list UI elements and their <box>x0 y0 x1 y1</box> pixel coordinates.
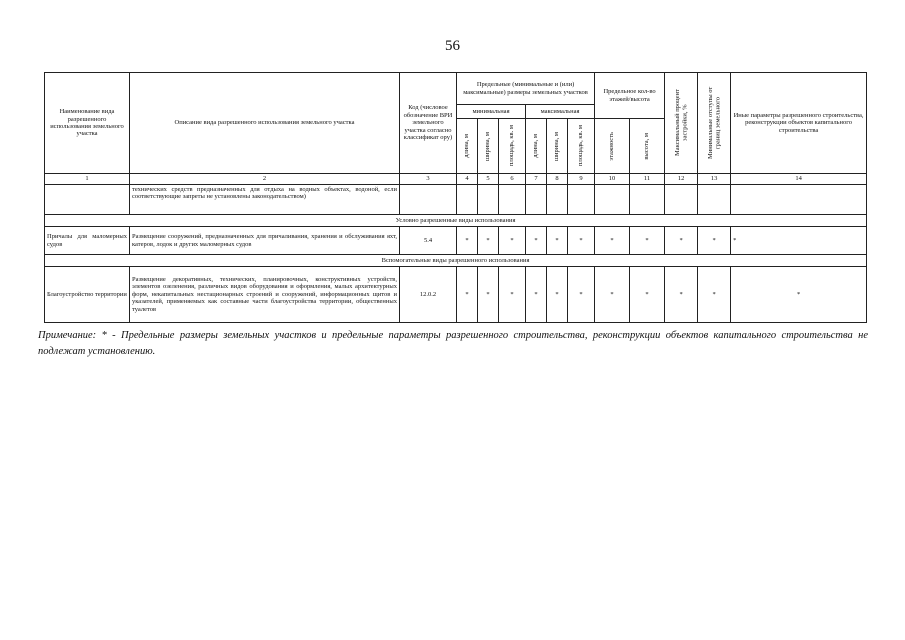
row-code: 5.4 <box>400 227 457 255</box>
colnum: 6 <box>499 174 526 185</box>
cell-empty <box>595 185 630 215</box>
cell-empty <box>731 185 867 215</box>
value-cell: * <box>698 267 731 323</box>
header-max-area: площадь, кв. м <box>568 119 595 174</box>
table-row-landscaping <box>45 267 867 323</box>
cell-empty <box>630 185 665 215</box>
value-cell: * <box>731 267 867 323</box>
value-cell: * <box>630 267 665 323</box>
header-setback: Минимальные отступы от границ земельного <box>698 73 731 174</box>
cell-empty <box>665 185 698 215</box>
value-cell: * <box>698 227 731 255</box>
colnum: 11 <box>630 174 665 185</box>
colnum: 8 <box>547 174 568 185</box>
row-name: Причалы для маломерных судов <box>45 227 130 255</box>
colnum: 12 <box>665 174 698 185</box>
cell-empty <box>547 185 568 215</box>
cell-empty <box>478 185 499 215</box>
header-build-percent: Максимальный процент застройки, % <box>665 73 698 174</box>
header-min-area: площадь, кв. м <box>499 119 526 174</box>
header-min-width: ширина, м <box>478 119 499 174</box>
header-description: Описание вида разрешенного использования земельного участка <box>130 73 400 174</box>
colnum: 9 <box>568 174 595 185</box>
value-cell: * <box>526 227 547 255</box>
table-row-pier <box>45 227 867 255</box>
colnum: 5 <box>478 174 499 185</box>
column-number-row <box>45 174 867 185</box>
section-title: Вспомогательные виды разрешенного использования <box>45 255 867 267</box>
cell-empty <box>457 185 478 215</box>
header-row-1 <box>45 73 867 105</box>
land-use-table <box>44 72 867 323</box>
value-cell: * <box>526 267 547 323</box>
row-description: технических средств предназначенных для отдыха на водных объектах, водоной, если соответствующие запреты не установлены законодательством) <box>130 185 400 215</box>
value-cell: * <box>547 267 568 323</box>
value-cell: * <box>595 227 630 255</box>
value-cell: * <box>731 227 867 255</box>
value-cell: * <box>568 227 595 255</box>
header-other-params: Иные параметры разрешенного строительства, реконструкции объектов капитального строительства <box>731 73 867 174</box>
section-title: Условно разрешенные виды использования <box>45 215 867 227</box>
colnum: 1 <box>45 174 130 185</box>
header-min-group: минимальная <box>457 105 526 119</box>
colnum: 7 <box>526 174 547 185</box>
table-row-continuation <box>45 185 867 215</box>
header-max-group: максимальная <box>526 105 595 119</box>
header-floors-group: Предельное кол-во этажей/высота <box>595 73 665 119</box>
colnum: 13 <box>698 174 731 185</box>
header-floors: этажность <box>595 119 630 174</box>
value-cell: * <box>457 227 478 255</box>
cell-empty <box>526 185 547 215</box>
section-header-conditional <box>45 215 867 227</box>
value-cell: * <box>499 267 526 323</box>
colnum: 10 <box>595 174 630 185</box>
value-cell: * <box>665 267 698 323</box>
value-cell: * <box>499 227 526 255</box>
row-description: Размещение декоративных, технических, планировочных, конструктивных устройств, элементов озеленения, различных видов оборудования и оформления, малых архитектурных форм, некапитальных нестационарных строений и сооружений, информационных щитов и указателей, применяемых как составные части благоустройства территории, общественных туалетов <box>130 267 400 323</box>
header-name: Наименование вида разрешенного использования земельного участка <box>45 73 130 174</box>
value-cell: * <box>547 227 568 255</box>
page-number: 56 <box>445 38 460 54</box>
value-cell: * <box>630 227 665 255</box>
value-cell: * <box>595 267 630 323</box>
colnum: 4 <box>457 174 478 185</box>
colnum: 14 <box>731 174 867 185</box>
cell-empty <box>45 185 130 215</box>
colnum: 2 <box>130 174 400 185</box>
header-max-width: ширина, м <box>547 119 568 174</box>
cell-empty <box>698 185 731 215</box>
value-cell: * <box>478 267 499 323</box>
colnum: 3 <box>400 174 457 185</box>
header-code: Код (числовое обозначение ВРИ земельного участка согласно классификат оpy) <box>400 73 457 174</box>
value-cell: * <box>568 267 595 323</box>
value-cell: * <box>665 227 698 255</box>
row-name: Благоустройство территории <box>45 267 130 323</box>
row-description: Размещение сооружений, предназначенных для причаливания, хранения и обслуживания яхт, катеров, лодок и других маломерных судов <box>130 227 400 255</box>
cell-empty <box>400 185 457 215</box>
value-cell: * <box>478 227 499 255</box>
header-limits-group: Предельные (минимальные и (или) максимальные) размеры земельных участков <box>457 73 595 105</box>
row-code: 12.0.2 <box>400 267 457 323</box>
cell-empty <box>499 185 526 215</box>
cell-empty <box>568 185 595 215</box>
header-max-length: длина, м <box>526 119 547 174</box>
header-height: высота, м <box>630 119 665 174</box>
footnote: Примечание: * - Предельные размеры земельных участков и предельные параметры разрешенного строительства, реконструкции объектов капитального строительства не подлежат установлению. <box>38 330 868 358</box>
header-min-length: длина, м <box>457 119 478 174</box>
section-header-auxiliary <box>45 255 867 267</box>
value-cell: * <box>457 267 478 323</box>
